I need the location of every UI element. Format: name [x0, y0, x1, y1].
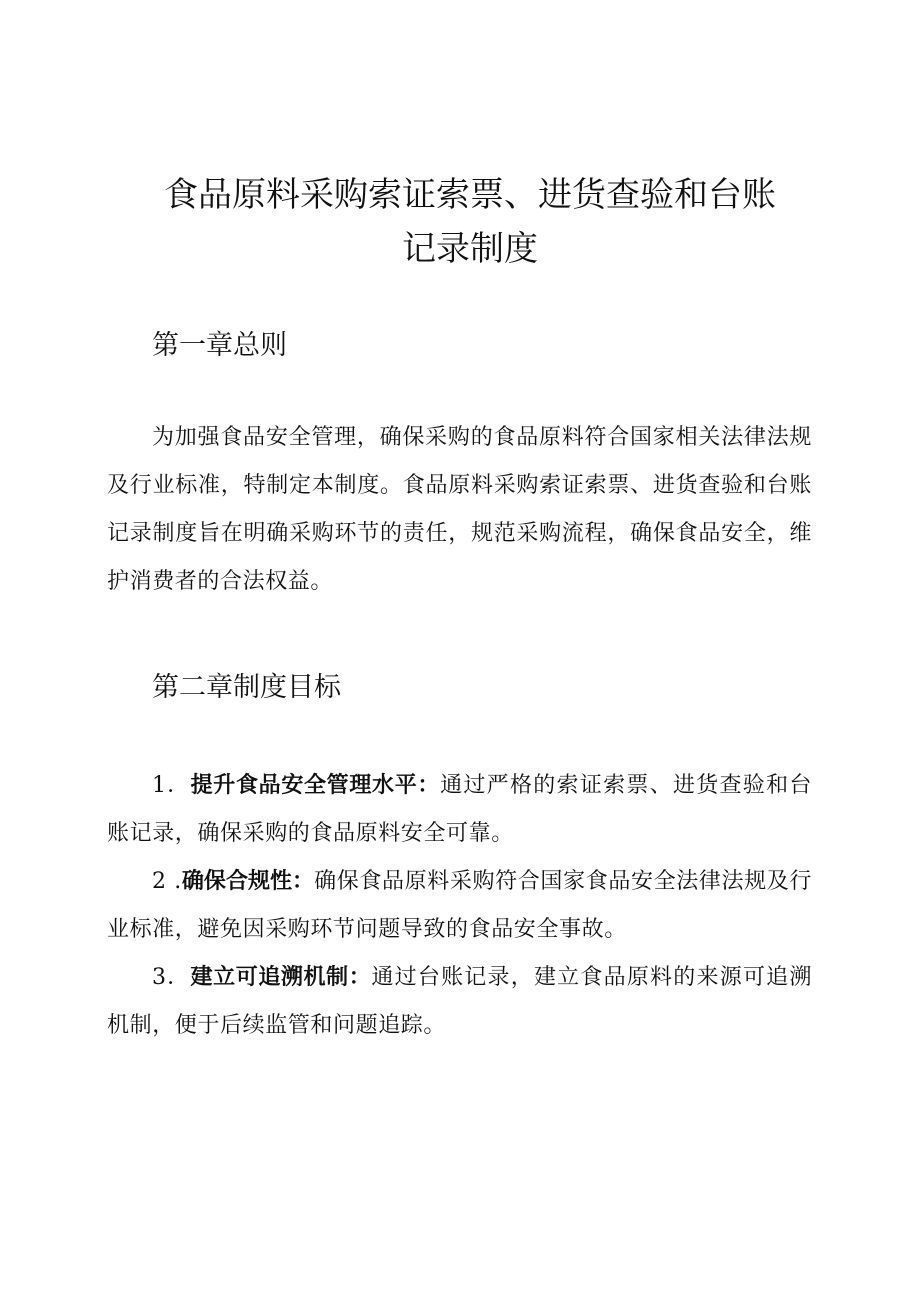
goal-item-number: 3 — [152, 965, 167, 990]
goal-item-separator: ． — [166, 965, 191, 990]
chapter-1-paragraph: 为加强食品安全管理，确保采购的食品原料符合国家相关法律法规及行业标准，特制定本制度。食品原料采购索证索票、进货查验和台账记录制度旨在明确采购环节的责任，规范采购流程，确保食品安全，维护消费者的合法权益。 — [107, 425, 812, 594]
goal-item-separator: . — [166, 869, 182, 894]
goal-item-title: 建立可追溯机制： — [190, 965, 372, 990]
goal-item-number: 2 — [152, 869, 167, 894]
goal-item-separator: ． — [166, 773, 191, 798]
document-title — [120, 168, 820, 276]
goal-item-title: 确保合规性： — [181, 869, 315, 894]
chapter-2-heading: 第二章制度目标 — [152, 672, 341, 703]
goal-item-title: 提升食品安全管理水平： — [190, 773, 441, 798]
title-line-1: 食品原料采购索证索票、进货查验和台账 — [164, 175, 776, 215]
goal-item-3 — [107, 954, 812, 1050]
goal-item-text: 通过台账记录，建立食品原料的来源可追溯机制，便于后续监管和问题追踪。 — [107, 965, 812, 1038]
goal-item-1 — [107, 762, 812, 858]
title-line-2: 记录制度 — [402, 229, 538, 269]
goal-item-text: 确保食品原料采购符合国家食品安全法律法规及行业标准，避免因采购环节问题导致的食品安全事故。 — [107, 869, 813, 942]
goal-item-2 — [107, 858, 812, 954]
goal-item-text: 通过严格的索证索票、进货查验和台账记录，确保采购的食品原料安全可靠。 — [107, 773, 812, 846]
chapter-1-heading: 第一章总则 — [152, 330, 287, 361]
goal-item-number: 1 — [152, 773, 167, 798]
